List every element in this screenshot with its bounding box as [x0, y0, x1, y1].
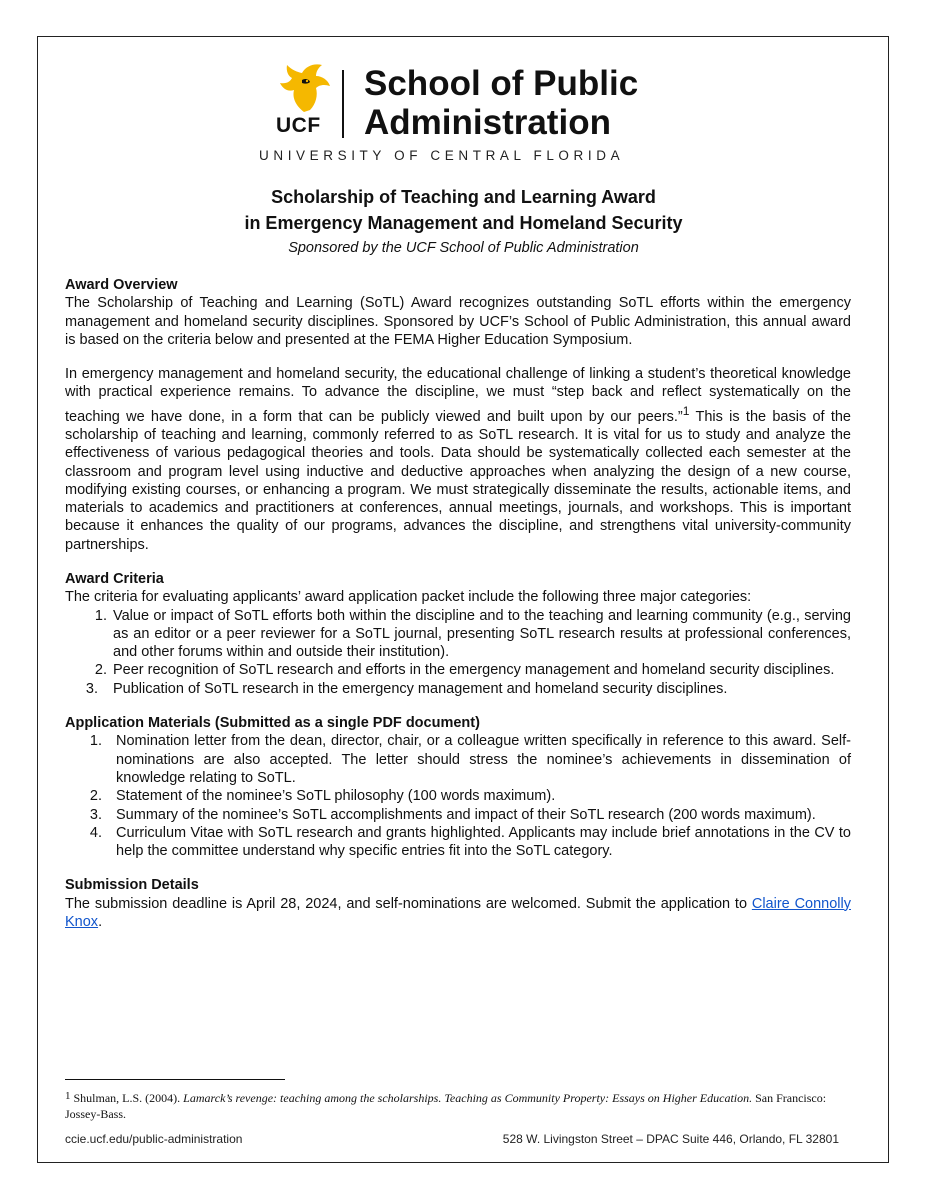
criteria-item [56, 680, 851, 698]
contact-link[interactable]: Claire Connolly Knox [65, 895, 851, 931]
pegasus-logo-icon [274, 62, 334, 114]
materials-item [65, 824, 851, 861]
materials-item-number: 3. [89, 806, 102, 823]
overview-paragraph-2 [65, 365, 851, 554]
logo-school-line2: Administration [364, 103, 611, 142]
logo-divider [342, 70, 344, 138]
title-line1: Scholarship of Teaching and Learning Award [271, 187, 656, 207]
footnote-divider [65, 1079, 285, 1080]
submission-text-end: . [98, 914, 103, 931]
sponsor-line: Sponsored by the UCF School of Public Administration [288, 240, 639, 256]
footnote-number: 1 [65, 1090, 71, 1102]
ucf-spa-logo [259, 62, 664, 172]
document-title [0, 184, 927, 259]
overview-paragraph-2-part1: In emergency management and homeland security, the educational challenge of linking a student’s theoretical knowledge with practical experience remains. To advance the discipline, we must “step back and reflect systematically on the teaching we have done, in a form that can be publicly viewed and built upon by our peers.” [65, 366, 851, 425]
criteria-item-number: 1. [94, 607, 107, 624]
logo-school-name [364, 64, 638, 142]
logo-ucf-text: UCF [276, 114, 321, 137]
overview-paragraph-1: The Scholarship of Teaching and Learning (SoTL) Award recognizes outstanding SoTL efforts within the emergency management and homeland security disciplines. Sponsored by UCF’s School of Public Administration, this annual award is based on the criteria below and presented at the FEMA Higher Education Symposium. [65, 295, 851, 348]
footnote-publisher: San Francisco: Jossey-Bass. [65, 1091, 827, 1121]
footer-website: ccie.ucf.edu/public-administration [65, 1132, 243, 1146]
materials-item-number: 4. [89, 824, 102, 841]
submission-text-body: The submission deadline is April 28, 2024, and self-nominations are welcomed. Submit the application to [65, 895, 752, 912]
footnote-title: Lamarck’s revenge: teaching among the scholarships. Teaching as Community Property: Essays on Higher Education. [183, 1091, 753, 1105]
criteria-item-number: 3. [85, 680, 98, 697]
materials-item-text: Nomination letter from the dean, director, chair, or a colleague written specifically in reference to this award. Self-nominations are also accepted. The letter should stress the nominee’s achievements in dissemination of knowledge relating to SoTL. [116, 733, 851, 786]
criteria-heading: Award Criteria [65, 570, 164, 587]
criteria-list [65, 607, 851, 698]
overview-paragraph-2-part2: This is the basis of the scholarship of teaching and learning, commonly referred to as SoTL research. It is vital for us to study and analyze the effectiveness of various pedagogical theories and tools. Data should be systematically collected each semester at the classroom and program level using inductive and deductive approaches when analyzing the design of a new course, modifying existing courses, or enhancing a program. We must strategically disseminate the results, actionable items, and materials to academics and practitioners at conferences, annual meetings, journals, and workshops. This is important because it enhances the quality of our programs, advances the discipline, and strengthens vital university-community partnerships. [65, 408, 851, 553]
materials-item-text: Statement of the nominee’s SoTL philosophy (100 words maximum). [116, 788, 556, 805]
title-line2: in Emergency Management and Homeland Security [244, 213, 683, 233]
logo-university-name: UNIVERSITY OF CENTRAL FLORIDA [259, 148, 625, 163]
materials-item [65, 806, 851, 824]
criteria-item-number: 2. [94, 662, 107, 679]
materials-heading: Application Materials (Submitted as a single PDF document) [65, 715, 480, 732]
criteria-item-text: Peer recognition of SoTL research and efforts in the emergency management and homeland security disciplines. [113, 662, 835, 679]
criteria-item [65, 661, 851, 679]
submission-text [65, 895, 851, 932]
criteria-item-text: Value or impact of SoTL efforts both within the discipline and to the teaching and learning community (e.g., serving as an editor or a peer reviewer for a SoTL journal, presenting SoTL research results at professional conferences, and other forums within and outside their institution). [113, 607, 851, 661]
submission-heading: Submission Details [65, 877, 199, 894]
overview-heading: Award Overview [65, 277, 178, 293]
footnote-ref: 1 [682, 403, 690, 418]
materials-list [65, 732, 851, 860]
criteria-item-text: Publication of SoTL research in the emergency management and homeland security disciplines. [113, 680, 728, 697]
footer-address: 528 W. Livingston Street – DPAC Suite 446, Orlando, FL 32801 [502, 1132, 839, 1146]
criteria-item [65, 607, 851, 662]
materials-item-number: 2. [89, 788, 102, 805]
criteria-intro: The criteria for evaluating applicants’ award application packet include the following three major categories: [65, 589, 752, 606]
materials-item-text: Summary of the nominee’s SoTL accomplishments and impact of their SoTL research (200 words maximum). [116, 806, 816, 823]
materials-item [65, 787, 851, 805]
materials-item [65, 732, 851, 787]
materials-item-number: 1. [89, 733, 102, 750]
logo-school-line1: School of Public [364, 64, 639, 103]
footnote [65, 1088, 855, 1122]
materials-item-text: Curriculum Vitae with SoTL research and grants highlighted. Applicants may include brief annotations in the CV to help the committee understand why specific entries fit into the SoTL category. [116, 824, 851, 860]
footnote-author: Shulman, L.S. (2004). [70, 1091, 184, 1105]
document-body [65, 276, 851, 931]
